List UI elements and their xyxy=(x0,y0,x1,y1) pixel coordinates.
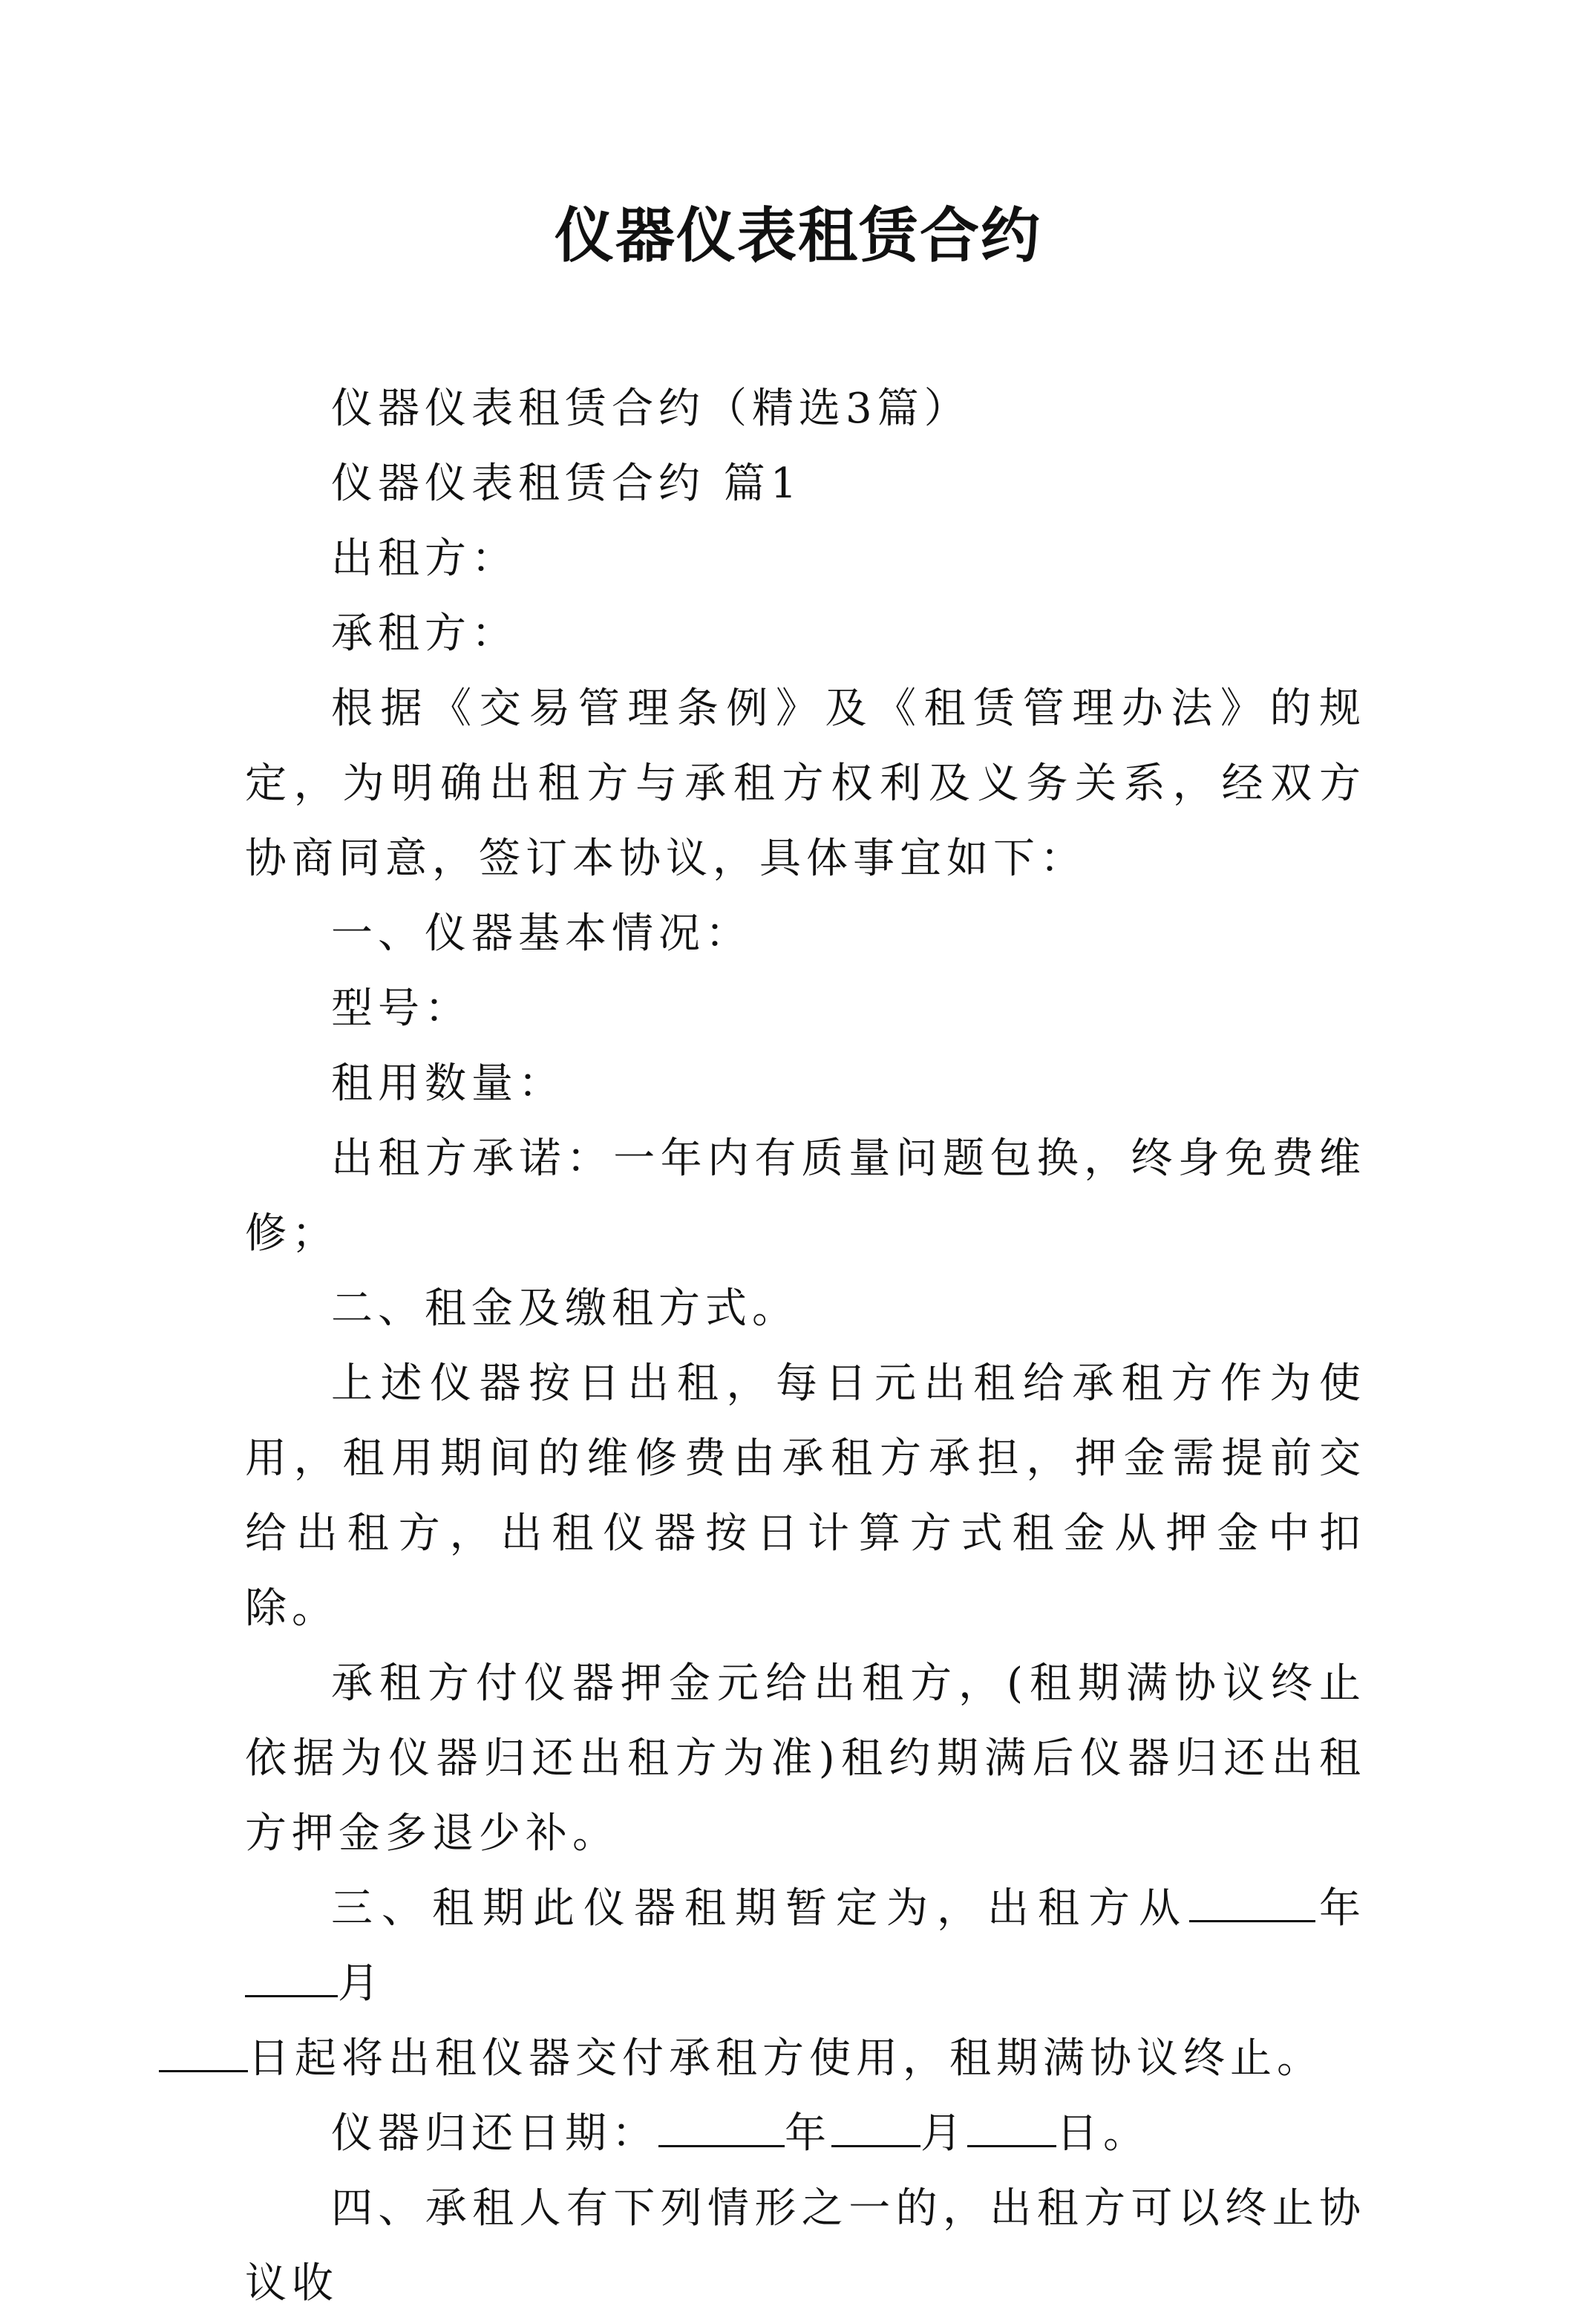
return-day-blank xyxy=(967,2106,1056,2147)
return-month-blank xyxy=(831,2106,920,2147)
section-3-month-label: 月 xyxy=(338,1959,385,2008)
return-date-label: 仪器归还日期： xyxy=(331,2109,658,2158)
return-day-label: 日。 xyxy=(1056,2109,1150,2158)
paragraph-section-1: 一、仪器基本情况： xyxy=(331,910,752,958)
paragraph-section-3 xyxy=(245,1871,1366,2096)
paragraph-model: 型号： xyxy=(331,985,471,1033)
paragraph-quantity: 租用数量： xyxy=(331,1060,565,1108)
paragraph-preamble: 根据《交易管理条例》及《租赁管理办法》的规定，为明确出租方与承租方权利及义务关系，经双方协商同意，签订本协议，具体事宜如下： xyxy=(245,685,1366,883)
paragraph-collection-heading: 仪器仪表租赁合约（精选3篇） xyxy=(331,385,971,433)
section-3-text-d: 日起将出租仪器交付承租方使用，租期满协议终止。 xyxy=(248,2034,1324,2083)
paragraph-lessee: 承租方： xyxy=(331,610,518,658)
paragraph-lessor: 出租方： xyxy=(331,535,518,583)
paragraph-section-4: 四、承租人有下列情形之一的，出租方可以终止协议收 xyxy=(245,2184,1366,2308)
year-blank xyxy=(1189,1881,1315,1922)
document-body xyxy=(245,371,1366,2321)
month-blank xyxy=(245,1956,338,1997)
return-year-label: 年 xyxy=(785,2109,831,2158)
day-blank xyxy=(159,2031,248,2072)
paragraph-rent-terms: 上述仪器按日出租，每日元出租给承租方作为使用，租用期间的维修费由承租方承担，押金需提前交给出租方，出租仪器按日计算方式租金从押金中扣除。 xyxy=(245,1359,1366,1633)
return-year-blank xyxy=(658,2106,785,2147)
document-title: 仪器仪表租赁合约 xyxy=(555,200,1041,270)
paragraph-part-heading: 仪器仪表租赁合约 篇1 xyxy=(331,460,802,508)
paragraph-return-date xyxy=(245,2096,1366,2171)
return-month-label: 月 xyxy=(920,2109,967,2158)
section-3-year-label: 年 xyxy=(1315,1884,1366,1933)
paragraph-section-2: 二、租金及缴租方式。 xyxy=(331,1284,799,1333)
paragraph-promise: 出租方承诺：一年内有质量问题包换，终身免费维修； xyxy=(245,1135,1366,1258)
section-3-text-a: 三、租期此仪器租期暂定为，出租方从 xyxy=(331,1884,1189,1933)
paragraph-deposit: 承租方付仪器押金元给出租方，(租期满协议终止依据为仪器归还出租方为准)租约期满后仪器归还出租方押金多退少补。 xyxy=(245,1659,1366,1858)
